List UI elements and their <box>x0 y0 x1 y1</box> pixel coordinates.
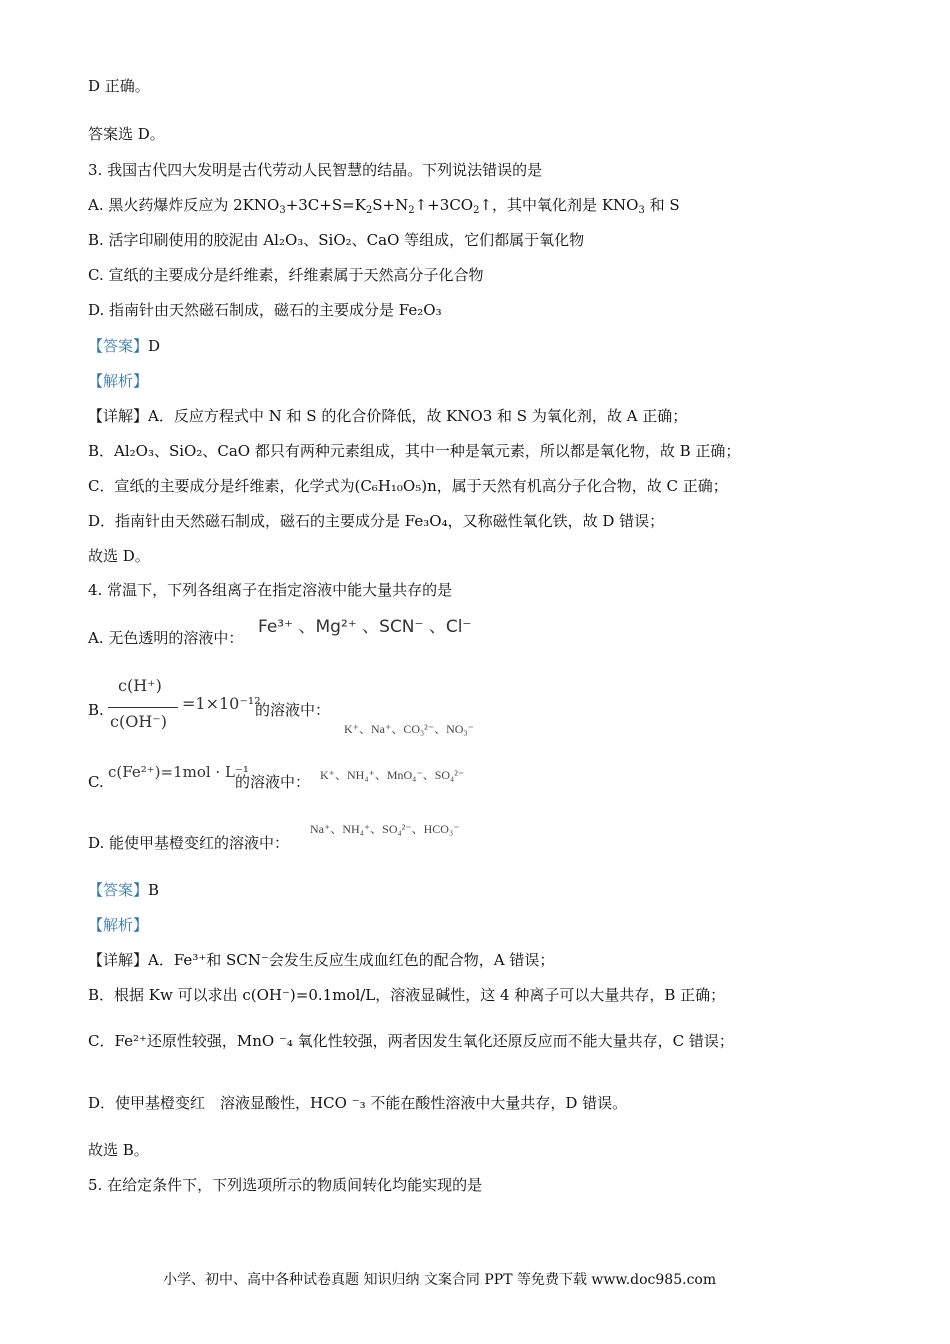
question-3-detail-d: D．指南针由天然磁石制成，磁石的主要成分是 Fe₃O₄，又称磁性氧化铁，故 D 错误； <box>88 512 665 530</box>
question-4-option-c-label: C. <box>88 773 104 791</box>
question-4-answer: 【答案】B <box>88 881 160 899</box>
question-4-option-b-tail: 的溶液中： <box>255 701 331 719</box>
question-4-detail-a: 【详解】A．Fe³⁺和 SCN⁻会发生反应生成血红色的配合物，A 错误； <box>88 951 555 969</box>
question-4-choose: 故选 B。 <box>88 1141 149 1159</box>
question-3-detail-a: 【详解】A．反应方程式中 N 和 S 的化合价降低，故 KNO3 和 S 为氧化剂，故 A 正确； <box>88 407 688 425</box>
question-3-option-d: D. 指南针由天然磁石制成，磁石的主要成分是 Fe₂O₃ <box>88 301 442 319</box>
question-3-option-b: B. 活字印刷使用的胶泥由 Al₂O₃、SiO₂、CaO 等组成，它们都属于氧化物 <box>88 231 585 249</box>
question-3-detail-b: B．Al₂O₃、SiO₂、CaO 都只有两种元素组成，其中一种是氧元素，所以都是氧化物，故 B 正确； <box>88 442 741 460</box>
question-4-option-b-label: B. <box>88 701 104 719</box>
question-4-analysis-tag: 【解析】 <box>88 916 149 934</box>
question-3-stem: 3. 我国古代四大发明是古代劳动人民智慧的结晶。下列说法错误的是 <box>88 161 543 179</box>
question-4-option-c-condition: c(Fe²⁺)=1mol · L⁻¹ <box>108 763 249 781</box>
question-4-option-b-equation: =1×10⁻¹² <box>182 694 261 713</box>
question-4-detail-c: C．Fe²⁺还原性较强，MnO ⁻₄ 氧化性较强，两者因发生氧化还原反应而不能大量共存，C 错误； <box>88 1032 734 1050</box>
question-3-analysis-tag: 【解析】 <box>88 372 149 390</box>
question-4-option-a-ions: Fe³⁺ 、Mg²⁺ 、SCN⁻ 、Cl⁻ <box>258 617 472 637</box>
text-line: D 正确。 <box>88 77 150 95</box>
question-4-option-c-ions: K⁺、NH₄⁺、MnO₄⁻、SO₄²⁻ <box>320 768 465 782</box>
question-5-stem: 5. 在给定条件下，下列选项所示的物质间转化均能实现的是 <box>88 1176 483 1194</box>
question-3-option-c: C. 宣纸的主要成分是纤维素，纤维素属于天然高分子化合物 <box>88 266 484 284</box>
question-4-option-d-ions: Na⁺、NH₄⁺、SO₄²⁻、HCO₃⁻ <box>310 822 460 836</box>
question-3-detail-c: C．宣纸的主要成分是纤维素，化学式为(C₆H₁₀O₅)n，属于天然有机高分子化合物，故 C 正确； <box>88 477 728 495</box>
page-footer: 小学、初中、高中各种试卷真题 知识归纳 文案合同 PPT 等免费下载 www.doc985.com <box>163 1272 717 1288</box>
question-3-answer: 【答案】D <box>88 337 161 355</box>
question-3-option-a: A. 黑火药爆炸反应为 $2KNO_3+3C+S=K_2S+N_2↑+3CO_2↑$，其中氧化剂是 $KNO_3$ 和 S <box>88 196 680 216</box>
question-4-option-c-tail: 的溶液中： <box>235 773 311 791</box>
question-4-option-d: D. 能使甲基橙变红的溶液中： <box>88 834 290 852</box>
question-4-option-b-ions: K⁺、Na⁺、CO₃²⁻、NO₃⁻ <box>344 722 474 736</box>
question-4-detail-b: B．根据 Kw 可以求出 c(OH⁻)=0.1mol/L，溶液显碱性，这 4 种离子可以大量共存，B 正确； <box>88 986 726 1004</box>
question-4-stem: 4. 常温下，下列各组离子在指定溶液中能大量共存的是 <box>88 581 453 599</box>
text-line: 答案选 D。 <box>88 125 165 143</box>
question-4-option-a: A. 无色透明的溶液中： <box>88 629 244 647</box>
question-3-choose: 故选 D。 <box>88 547 150 565</box>
question-4-detail-d: D．使甲基橙变红 溶液显酸性，HCO ⁻₃ 不能在酸性溶液中大量共存，D 错误。 <box>88 1094 628 1112</box>
question-4-option-b-fraction: c(H⁺) c(OH⁻) <box>108 676 178 740</box>
